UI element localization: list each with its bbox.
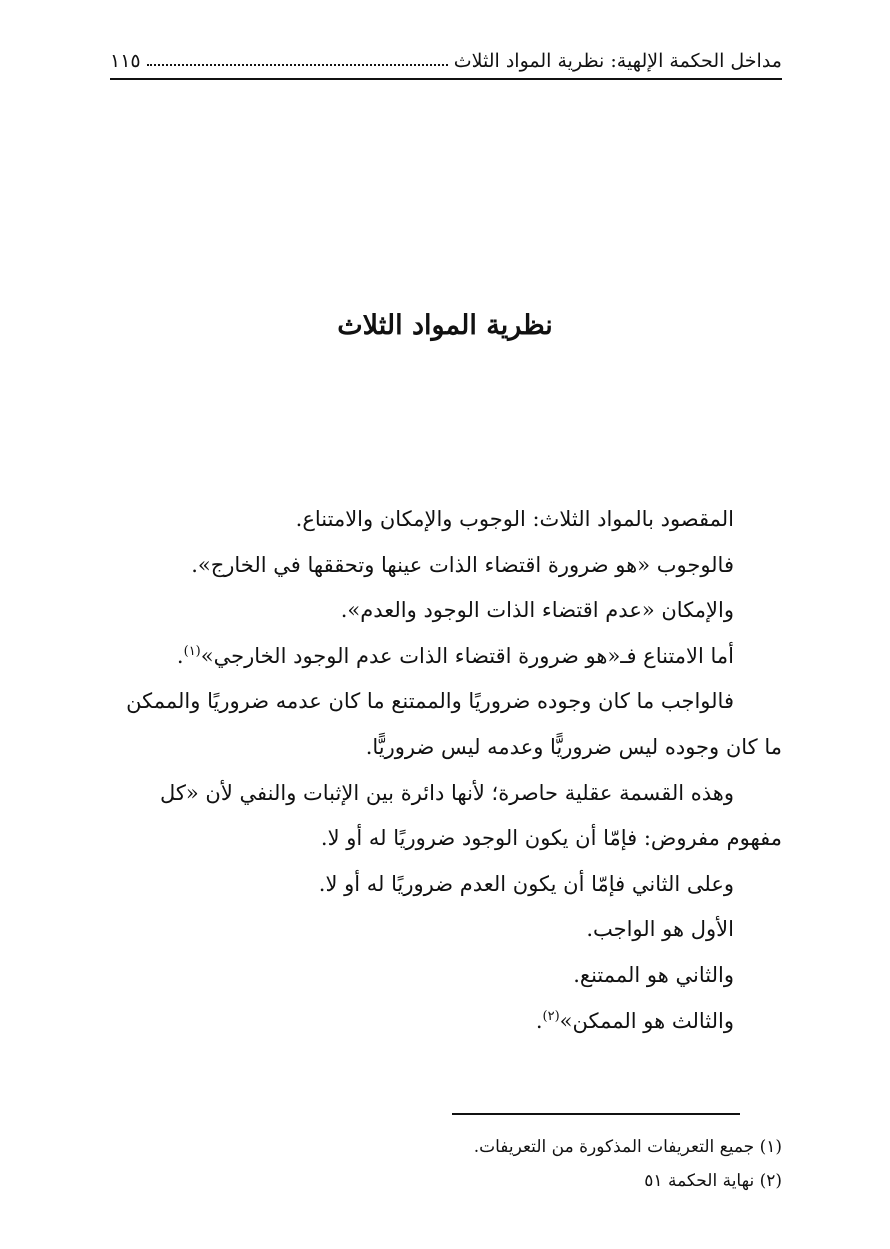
footnote-separator — [452, 1113, 740, 1115]
running-title: مداخل الحكمة الإلهية: نظرية المواد الثلاث — [453, 50, 782, 72]
paragraph-line: والإمكان «عدم اقتضاء الذات الوجود والعدم». — [340, 598, 734, 623]
footnote-2: (٢) نهاية الحكمة ٥١ — [644, 1171, 782, 1191]
footnote-1: (١) جميع التعريفات المذكورة من التعريفات. — [473, 1137, 782, 1157]
chapter-title: نظرية المواد الثلاث — [337, 310, 553, 341]
running-header — [110, 40, 782, 80]
paragraph-line: وهذه القسمة عقلية حاصرة؛ لأنها دائرة بين الإثبات والنفي لأن «كل — [160, 780, 734, 805]
period: . — [535, 1008, 543, 1033]
paragraph-line-with-footnote — [112, 999, 782, 1045]
footnote-ref-2: (٢) — [542, 1008, 560, 1024]
paragraph-text: والثالث هو الممكن» — [559, 1008, 734, 1033]
paragraph-line: المقصود بالمواد الثلاث: الوجوب والإمكان والامتناع. — [295, 507, 734, 531]
leader-dots — [147, 64, 448, 66]
paragraph-line: فالواجب ما كان وجوده ضروريًا والممتنع ما كان عدمه ضروريًا والممكن — [126, 689, 734, 714]
period: . — [176, 643, 184, 668]
paragraph-line-with-footnote — [112, 634, 782, 680]
paragraph-text: أما الامتناع فـ«هو ضرورة اقتضاء الذات عدم الوجود الخارجي» — [200, 643, 734, 668]
paragraph-line: فالوجوب «هو ضرورة اقتضاء الذات عينها وتحققها في الخارج». — [191, 552, 734, 577]
paragraph-line: ما كان وجوده ليس ضروريًّا وعدمه ليس ضروريًّا. — [365, 734, 782, 759]
paragraph-line: والثاني هو الممتنع. — [573, 962, 734, 987]
paragraph-line: مفهوم مفروض: فإمّا أن يكون الوجود ضروريًا له أو لا. — [320, 826, 782, 851]
paragraph-line: وعلى الثاني فإمّا أن يكون العدم ضروريًا له أو لا. — [318, 871, 734, 896]
paragraph-line: الأول هو الواجب. — [586, 917, 734, 942]
page-number: ١١٥ — [110, 50, 141, 72]
footnote-ref-1: (١) — [183, 643, 201, 659]
footnotes — [112, 1130, 782, 1198]
body-text — [112, 497, 782, 1044]
